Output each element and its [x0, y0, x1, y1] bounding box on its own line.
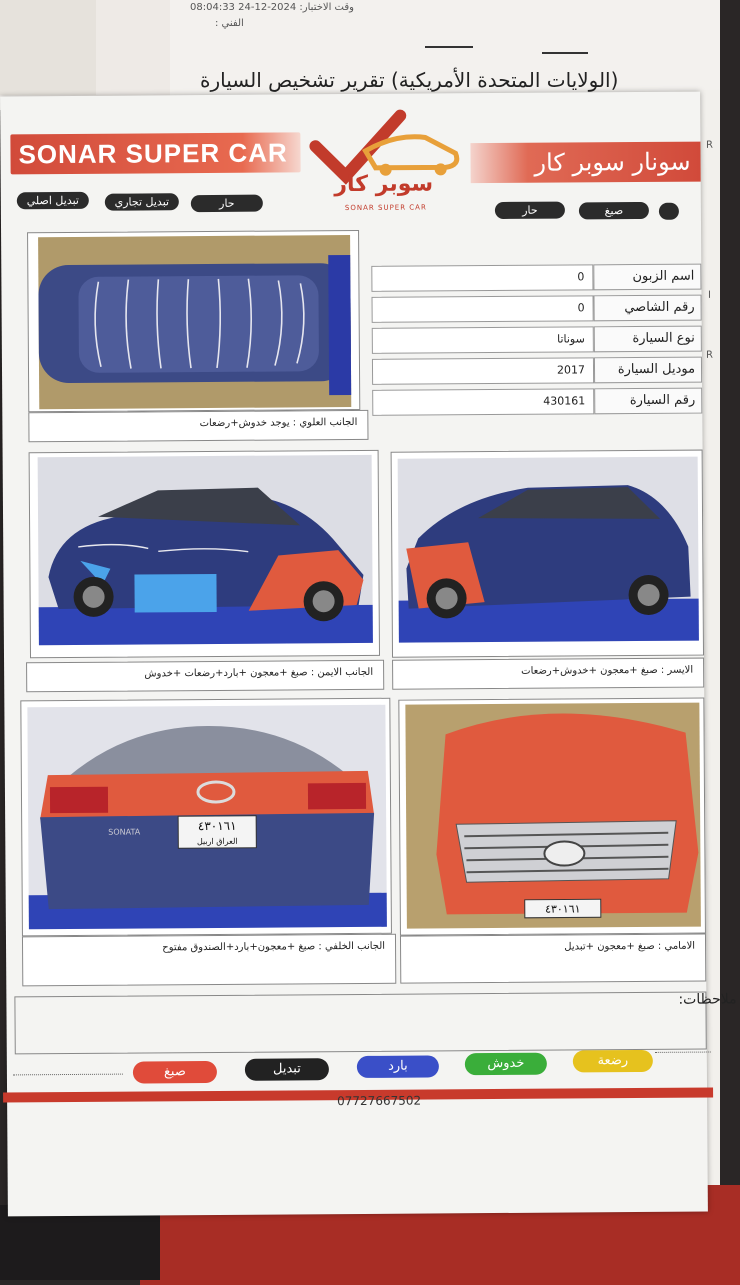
legend-paint: صبغ — [133, 1061, 217, 1084]
photo-frame-rear — [20, 698, 392, 937]
logo-text: سوبر كار — [334, 171, 434, 198]
technician-label: الفني : — [215, 18, 244, 29]
tag-hot: حار — [191, 195, 263, 213]
rear-side-caption: الجانب الخلفي : صبغ +معجون+بارد+الصندوق مفتوح — [22, 934, 396, 987]
brand-banner-ar: سونار سوبر كار — [470, 142, 700, 184]
car-left-side-photo — [398, 457, 699, 643]
customer-name-field — [371, 264, 593, 292]
legend-dent: رضعة — [573, 1050, 653, 1073]
rear-plate-number: ٤٣٠١٦١ — [197, 818, 237, 834]
photo-frame-front — [398, 698, 706, 936]
photo-frame-top — [27, 230, 360, 412]
chassis-number-field — [372, 295, 594, 323]
chassis-number-value: 0 — [577, 301, 585, 315]
tag-hot: حار — [495, 202, 565, 219]
front-side-caption: الامامي : صبغ +معجون +تبديل — [400, 934, 706, 984]
divider — [425, 46, 473, 48]
inspection-report-sheet — [0, 92, 737, 1217]
tag-partial — [659, 203, 679, 220]
right-side-caption: الجانب الايمن : صبغ +معجون +بارد+رضعات +خدوش — [26, 660, 384, 692]
strip-text: I — [708, 289, 711, 301]
customer-name-label: اسم الزبون — [593, 264, 701, 291]
car-model-field — [372, 357, 594, 385]
footer-phone: 07727667502 — [337, 1093, 422, 1109]
brand-banner-en: SONAR SUPER CAR — [10, 132, 300, 174]
car-rear-photo — [27, 705, 387, 929]
test-time: وقت الاختبار: 2024-12-24 08:04:33 — [190, 2, 354, 13]
tag-paint: صبغ — [579, 202, 649, 219]
customer-name-value: 0 — [577, 270, 585, 284]
left-side-caption: الايسر : صبغ +معجون +خدوش+رضعات — [392, 658, 704, 690]
car-number-label: رقم السيارة — [594, 388, 702, 415]
photo-frame-right-side — [29, 450, 380, 658]
tag-commercial-replacement: تبديل تجاري — [105, 193, 179, 211]
underlying-report-title: (الولايات المتحدة الأمريكية) تقرير تشخيص السيارة — [200, 68, 619, 92]
legend-cold: بارد — [357, 1055, 439, 1078]
car-type-field — [372, 326, 594, 354]
tag-original-replacement: تبديل اصلي — [17, 192, 89, 210]
chassis-number-label: رقم الشاصي — [594, 295, 702, 322]
notes-label: ملاحظات: — [678, 991, 737, 1008]
logo-checkmark-car-icon — [305, 105, 466, 216]
car-number-value: 430161 — [543, 394, 586, 408]
front-plate-number: ٤٣٠١٦١ — [545, 902, 581, 916]
car-number-field — [372, 388, 594, 416]
top-side-caption: الجانب العلوي : يوجد خدوش+رضعات — [28, 410, 368, 442]
strip-text: R — [706, 139, 713, 151]
car-front-photo — [405, 703, 701, 929]
car-right-side-photo — [38, 455, 373, 645]
legend-scratches: خدوش — [465, 1053, 547, 1076]
background-paper-left — [0, 0, 96, 95]
strip-text: R — [706, 349, 713, 361]
photo-frame-left-side — [391, 450, 704, 658]
legend-replacement: تبديل — [245, 1058, 329, 1081]
car-roof-photo — [38, 235, 351, 409]
notes-box — [14, 992, 706, 1055]
logo-subtext: SONAR SUPER CAR — [344, 203, 427, 213]
rear-plate-region: العراق اربيل — [196, 836, 238, 847]
divider — [542, 52, 588, 54]
car-type-value: سوناتا — [557, 332, 585, 346]
dotted-line — [13, 1074, 123, 1076]
car-model-label: موديل السيارة — [594, 357, 702, 384]
dotted-line — [655, 1052, 711, 1053]
car-type-label: نوع السيارة — [594, 326, 702, 353]
car-model-value: 2017 — [556, 363, 586, 377]
rear-model-badge: SONATA — [108, 827, 141, 837]
